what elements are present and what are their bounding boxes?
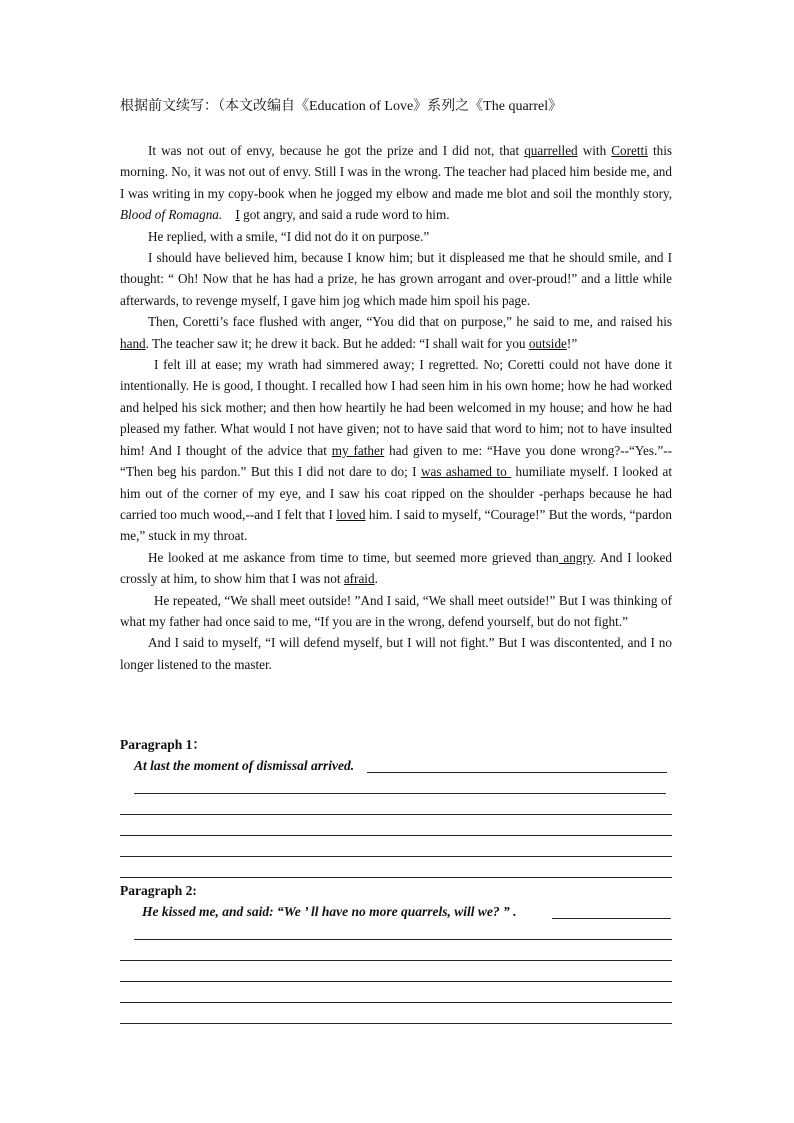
underlined-word: afraid: [343, 571, 375, 587]
text: humiliate myself. I looked at him out of the corner of my eye, and I saw his coat ripped on the shoulder -perhaps because he had carried too much wood,--and I felt that I: [120, 464, 672, 522]
text: Then, Coretti’s face flushed with anger, “You did that on purpose,” he said to me, and raised his: [148, 314, 672, 330]
text: It was not out of envy, because he got the prize and I did not, that: [148, 143, 525, 158]
answer-line[interactable]: [552, 918, 671, 919]
story-paragraph-2: He replied, with a smile, “I did not do it on purpose.”: [148, 228, 430, 244]
underlined-word: angry: [558, 549, 593, 565]
text: had given to me: “Have you done wrong?--“Yes.”-- “Then beg his pardon.” But this I did not dare to do; I: [120, 442, 672, 480]
answer-line[interactable]: [134, 939, 672, 940]
text: .: [374, 571, 378, 587]
text: this morning. No, it was not out of envy. Still I was in the wrong. The teacher had placed him beside me, and I was writing in my copy-book when he jogged my elbow and made me blot and soil the monthly story,: [120, 143, 673, 201]
story-paragraph-3: I should have believed him, because I know him; but it displeased me that he should smile, and I thought: “ Oh! Now that he has had a prize, he has grown arrogant and over-proud!” and a little while afterwards, to revenge myself, I gave him jog which made him spoil his page.: [120, 250, 672, 308]
text: He looked at me askance from time to time, but seemed more grieved than: [148, 549, 559, 565]
answer-line[interactable]: [120, 981, 672, 982]
answer-line[interactable]: [120, 960, 672, 961]
text: . The teacher saw it; he drew it back. But he added: “I shall wait for you: [145, 335, 529, 351]
story-title-italic: Blood of Romagna.: [120, 207, 223, 223]
answer-line[interactable]: [120, 877, 672, 878]
answer-line[interactable]: [120, 856, 672, 857]
paragraph-2-starter: He kissed me, and said: “We ’ ll have no more quarrels, will we? ” .: [142, 904, 517, 919]
text: !”: [566, 335, 578, 351]
text: I felt ill at ease; my wrath had simmered away; I regretted. No; Coretti could not have done it intentionally. He is good, I thought. I recalled how I had seen him in his own home; how he had worked and helped his sick mother; and then how heartily he had been welcomed in my house; and how he had pleased my father. What would I not have given; not to have said that word to him; not to have insulted him! And I thought of the advice that: [120, 357, 672, 458]
underlined-word: I: [235, 207, 240, 223]
answer-line[interactable]: [367, 772, 667, 773]
text: with: [577, 143, 612, 158]
story-paragraph-6: [120, 547, 672, 590]
underlined-word: my father: [331, 442, 385, 458]
underlined-word: hand: [120, 335, 146, 351]
answer-line[interactable]: [120, 835, 672, 836]
underlined-word: loved: [336, 506, 366, 522]
paragraph-1-starter: At last the moment of dismissal arrived.: [134, 758, 355, 773]
answer-line[interactable]: [120, 814, 672, 815]
story-paragraph-7: He repeated, “We shall meet outside! ”And I said, “We shall meet outside!” But I was thinking of what my father had once said to me, “If you are in the wrong, defend yourself, but do not fight.”: [120, 592, 672, 629]
paragraph-2-label: Paragraph 2:: [120, 883, 197, 898]
story-paragraph-8: And I said to myself, “I will defend myself, but I will not fight.” But I was discontented, and I no longer listened to the master.: [120, 635, 672, 672]
answer-line[interactable]: [134, 793, 666, 794]
task-heading: 根据前文续写：（本文改编自《Education of Love》系列之《The quarrel》: [120, 99, 563, 114]
paragraph-1-label: Paragraph 1：: [120, 737, 206, 752]
story-paragraph-1: [120, 140, 672, 226]
underlined-word: Coretti: [611, 143, 648, 158]
text: got angry, and said a rude word to him.: [239, 207, 450, 223]
underlined-word: quarrelled: [524, 143, 578, 158]
story-paragraph-5: [120, 354, 672, 547]
answer-line[interactable]: [120, 1002, 672, 1003]
story-text: [120, 140, 672, 675]
underlined-word: was ashamed to: [420, 464, 512, 480]
story-paragraph-4: [120, 311, 672, 354]
text: [222, 207, 235, 222]
text: . And I looked crossly at him, to show him that I was not: [120, 549, 672, 587]
underlined-word: outside: [528, 335, 567, 351]
answer-line[interactable]: [120, 1023, 672, 1024]
text: him. I said to myself, “Courage!” But the words, “pardon me,” stuck in my throat.: [120, 506, 672, 544]
